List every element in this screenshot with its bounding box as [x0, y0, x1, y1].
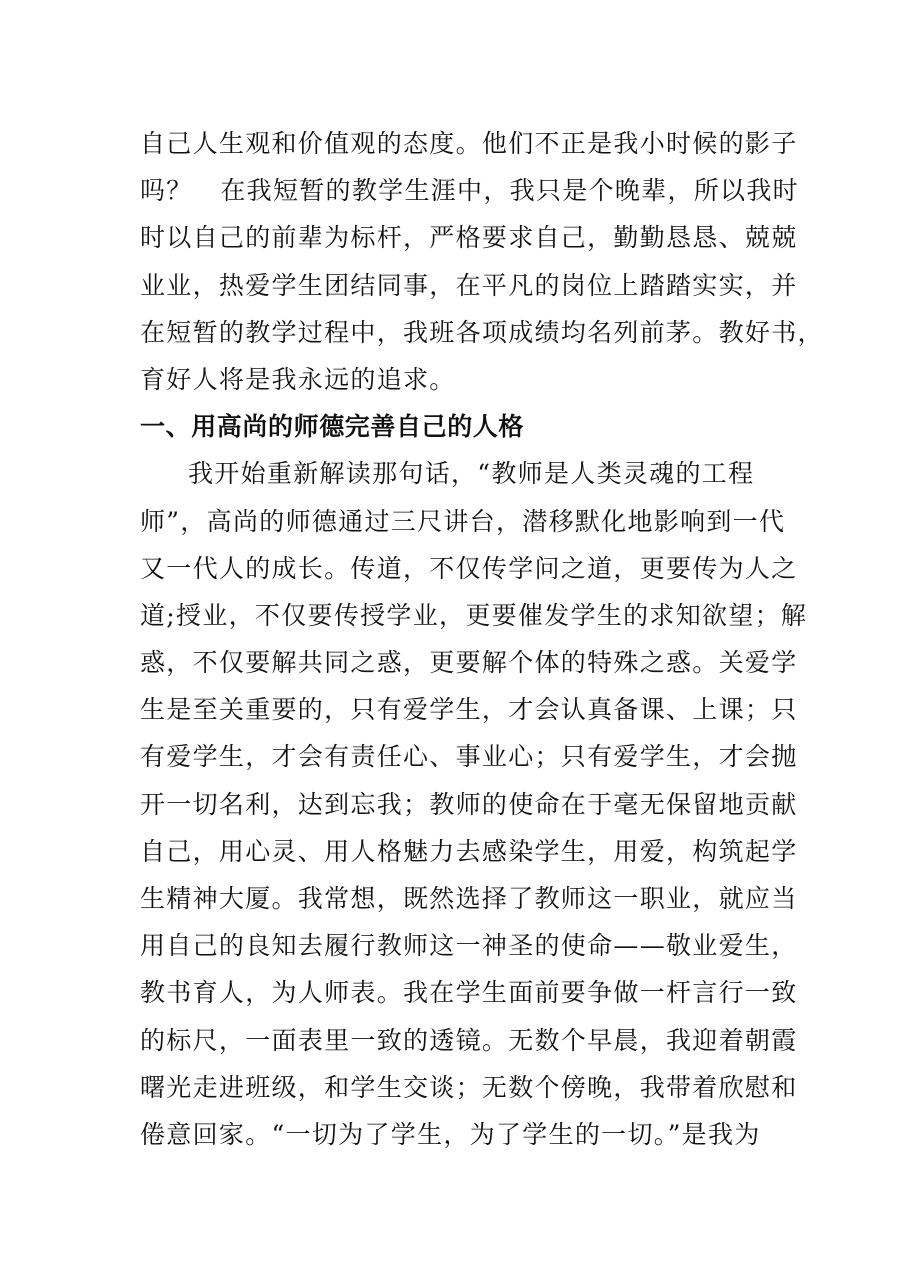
text-line: 生是至关重要的，只有爱学生，才会认真备课、上课；只: [140, 695, 798, 725]
text-line: 道;授业，不仅要传授学业，更要催发学生的求知欲望；解: [140, 600, 808, 630]
text-line: 教书育人，为人师表。我在学生面前要争做一杆言行一致: [140, 978, 798, 1008]
text-line: 师”，高尚的师德通过三尺讲台，潜移默化地影响到一代: [140, 506, 786, 536]
text-line: 倦意回家。“一切为了学生，为了学生的一切。”是我为: [140, 1119, 761, 1149]
text-line: 我开始重新解读那句话，“教师是人类灵魂的工程: [188, 459, 755, 489]
text-line: 自己人生观和价值观的态度。他们不正是我小时候的影子: [140, 129, 798, 158]
text-line: 惑，不仅要解共同之惑，更要解个体的特殊之惑。关爱学: [140, 648, 798, 678]
document-body: [140, 120, 824, 1158]
text-line: 自己，用心灵、用人格魅力去感染学生，用爱，构筑起学: [140, 836, 798, 866]
text-line: 有爱学生，才会有责任心、事业心；只有爱学生，才会抛: [140, 742, 798, 772]
text-line: 在短暂的教学过程中，我班各项成绩均名列前茅。教好书，: [140, 317, 824, 347]
text-line: 又一代人的成长。传道，不仅传学问之道，更要传为人之: [140, 553, 798, 583]
text-line: 的标尺，一面表里一致的透镜。无数个早晨，我迎着朝霞: [140, 1025, 798, 1055]
text-line: 育好人将是我永远的追求。: [140, 364, 456, 394]
text-line: 用自己的良知去履行教师这一神圣的使命——敬业爱生，: [140, 931, 798, 961]
text-line: 开一切名利，达到忘我；教师的使命在于毫无保留地贡献: [140, 789, 798, 819]
text-line: 生精神大厦。我常想，既然选择了教师这一职业，就应当: [140, 884, 798, 913]
section-heading: 一、用高尚的师德完善自己的人格: [140, 412, 525, 442]
text-line: 业业，热爱学生团结同事，在平凡的岗位上踏踏实实，并: [140, 270, 798, 300]
text-line: 曙光走进班级，和学生交谈；无数个傍晚，我带着欣慰和: [140, 1072, 798, 1102]
text-line: 吗？ 在我短暂的教学生涯中，我只是个晚辈，所以我时: [140, 176, 799, 206]
text-line: 时以自己的前辈为标杆，严格要求自己，勤勤恳恳、兢兢: [140, 223, 798, 253]
